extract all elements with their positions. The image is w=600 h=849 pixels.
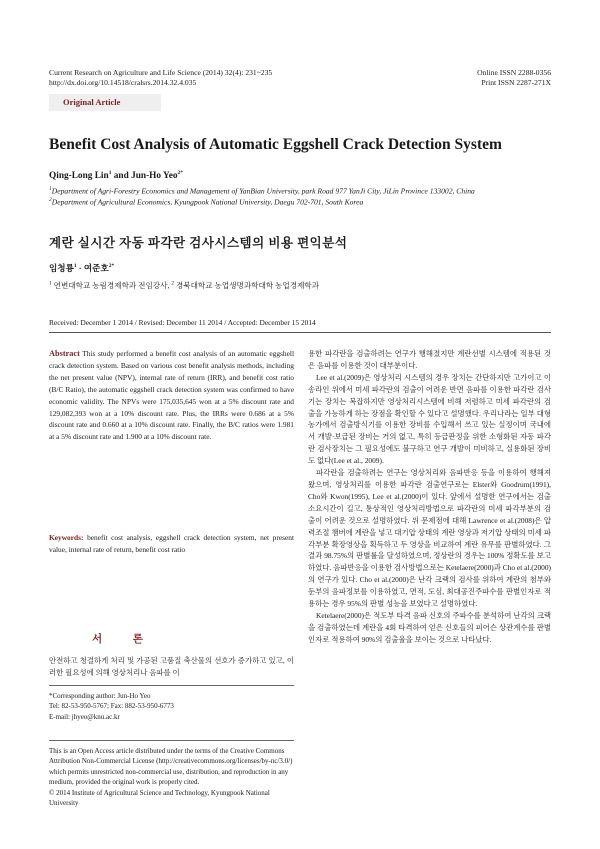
body-paragraph: Lee et al.(2009)은 영상처리 시스템의 경우 장치는 간단하지만 고가이고 이송라인 위에서 미세 파각란의 검출이 어려운 반면 음파를 이용한 파각란 검사기는 장치는 복잡하지만 영상처리시스템에 비해 저렴하고 미세 파각란의 검출을 가능하게 하는 장점을 확인할 수 있다고 설명했다. 우리나라는 일부 대형농가에서 검출방식기를 이용한 장비를 수입해서 쓰고 있는 실정이며 국내에서 개발·보급된 장비는 거의 없고, 특히 등급판정을 위한 소형화된 자동 파각란 검사장치는 그 필요성에도 불구하고 연구 개발이 미비하고, 실용화된 장비도 없다(Lee et al., 2009). (308, 372, 551, 466)
intro-text: 안전하고 청결하게 처리 및 가공된 고품질 축산물의 선호가 증가하고 있고, 이러한 필요성에 의해 영상처리나 음파를 이 (49, 656, 294, 677)
online-issn: Online ISSN 2288-0356 (477, 68, 551, 77)
keywords-section (49, 532, 294, 556)
license-text: This is an Open Access article distributed under the terms of the Creative Commons Attribution Non-Commercial License (http://creativecommons.org/licenses/by-nc/3.0/) which permits unrestricted non-commercial use, distribution, and reproduction in any medium, provided the original work is properly cited. (49, 747, 293, 787)
author-and: and (111, 171, 132, 182)
abstract-text: This study performed a benefit cost analysis of an automatic eggshell crack detection system. Based on various cost benefit analysis methods, including the net present value (NPV), internal rate of return (IRR), and benefit cost ratio (B/C Ratio), the automatic eggshell crack detection system was confirmed to have economic validity. The NPVs were 175,035,645 won at a 5% discount rate and 129,082,393 won at a 10% discount rate. Plus, the IRRs were 0.686 at a 5% discount rate and 0.660 at a 10% discount rate. Finally, the B/C ratios were 1.981 at a 5% discount rate and 1.900 at a 10% discount rate. (49, 349, 294, 442)
keywords-text: benefit cost analysis, eggshell crack detection system, net present value, internal rate of return, benefit cost ratio (49, 533, 294, 554)
header-divider (49, 332, 551, 333)
license-block (49, 746, 294, 808)
affiliation-sup: 2 (49, 197, 52, 203)
article-type-label: Original Article (63, 97, 121, 107)
author-sup: 2* (108, 263, 115, 270)
affiliation-sup: 1 (49, 186, 52, 192)
article-type-badge (49, 94, 161, 111)
korean-affiliation-text: 연변대학교 농림경제학과 전임강사, (51, 281, 172, 290)
affiliation-sup: 1 (49, 280, 52, 287)
footnote-divider (49, 685, 294, 686)
author-name: Jun-Ho Yeo (131, 171, 178, 182)
contact-email[interactable]: E-mail: jhyeo@knu.ac.kr (49, 712, 120, 721)
author-sup: 1 (108, 170, 112, 176)
abstract-section (49, 348, 294, 443)
print-issn: Print ISSN 2287-271X (481, 78, 551, 87)
contact-phone: Tel: 82-53-950-5767; Fax: 882-53-950-6773 (49, 702, 174, 711)
submission-dates: Received: December 1 2014 / Revised: December 11 2014 / Accepted: December 15 2014 (49, 318, 316, 327)
affiliation-text: Department of Agricultural Economics, Kyungpook National University, Daegu 702-701, South Korea (51, 197, 364, 207)
paper-title: Benefit Cost Analysis of Automatic Eggshell Crack Detection System (49, 136, 502, 153)
korean-title: 계란 실시간 자동 파각란 검사시스템의 비용 편익분석 (49, 236, 348, 250)
korean-affiliation-text: 경북대학교 농업생명과학대학 농업경제학과 (174, 281, 320, 290)
body-paragraph: Ketelaere(2000)은 적도부 타격 음파 신호의 주파수를 분석하여 난각의 크랙을 검출하였는데 계란을 4회 타격하여 얻은 신호들의 피어슨 상관계수를 판별인자로 적용하여 90%의 검출율을 보이는 것으로 나타났다. (308, 610, 551, 644)
korean-authors (49, 262, 114, 274)
body-paragraph: 파각란을 검출하려는 연구는 영상처리와 음파반응 등을 이용하여 행해져 왔으며, 영상처리를 이용한 파각란 검출연구로는 Elster와 Goodrum(1991), Cho와 Kwon(1995), Lee et al.(2000)이 있다. 앞에서 설명한 연구에서는 검출 소요시간이 길고, 통상적인 영상처리방법으로 파각란의 미세 파각부분의 검출이 어려운 것으로 설명하였다. 위 문제점에 대해 Lawrence et al.(2008)은 압력조절 챔버에 계란을 넣고 대기압 상태의 계란 영상과 저기압 상태의 미세 파각부분 확장영상을 획득하고 두 영상을 비교하여 계란 유무를 판별하였다. 그 결과 98.75%의 판별률을 달성하였으며, 정상란의 경우는 100% 정확도를 보고하였다. 음파반응을 이용한 검사방법으로는 Ketelaere(2000)과 Cho et al.(2000)의 연구가 있다. Cho et al.(2000)은 난각 크랙의 검사를 위하여 계란의 첨부와 둔부의 음파정보를 이용하였고, 면적, 도심, 최대공진주파수를 판별인자로 적용하는 경우 95%의 판별 성능을 보였다고 설명하였다. (308, 468, 551, 609)
author-name: Qing-Long Lin (49, 171, 109, 182)
body-right-column (308, 348, 551, 646)
correspondence-block (49, 691, 294, 722)
author-sup: 1 (73, 263, 77, 270)
intro-heading: 서 론 (92, 634, 157, 645)
doi-link[interactable]: http://dx.doi.org/10.14518/cralsrs.2014.32.4.035 (49, 78, 197, 87)
author-list (49, 170, 183, 181)
corresponding-author: *Corresponding author: Jun-Ho Yeo (49, 692, 151, 700)
abstract-heading: Abstract (49, 349, 80, 358)
journal-name: Current Research on Agriculture and Life Science (2014) 32(4): 231~235 (49, 68, 273, 77)
korean-author-name: · 여준호 (76, 263, 109, 273)
affiliation-2 (49, 197, 363, 207)
korean-affiliations (49, 280, 319, 291)
keywords-heading: Keywords: (49, 533, 84, 542)
affiliation-sup: 2 (171, 280, 175, 287)
license-divider (49, 740, 294, 741)
author-sup: 2* (177, 170, 183, 176)
korean-author-name: 임청룡 (49, 263, 74, 273)
body-paragraph: 용한 파각란을 검출하려는 연구가 행해졌지만 계란선별 시스템에 적용된 것은 음파를 이용한 것이 대부분이다. (308, 349, 551, 370)
affiliation-1 (49, 186, 475, 196)
copyright-text: © 2014 Institute of Agricultural Science and Technology, Kyungpook National University (49, 788, 270, 808)
affiliation-text: Department of Agri-Forestry Economics and Management of YanBian University, park Road 977 YanJi City, JiLin Province 133002, China (51, 186, 475, 196)
